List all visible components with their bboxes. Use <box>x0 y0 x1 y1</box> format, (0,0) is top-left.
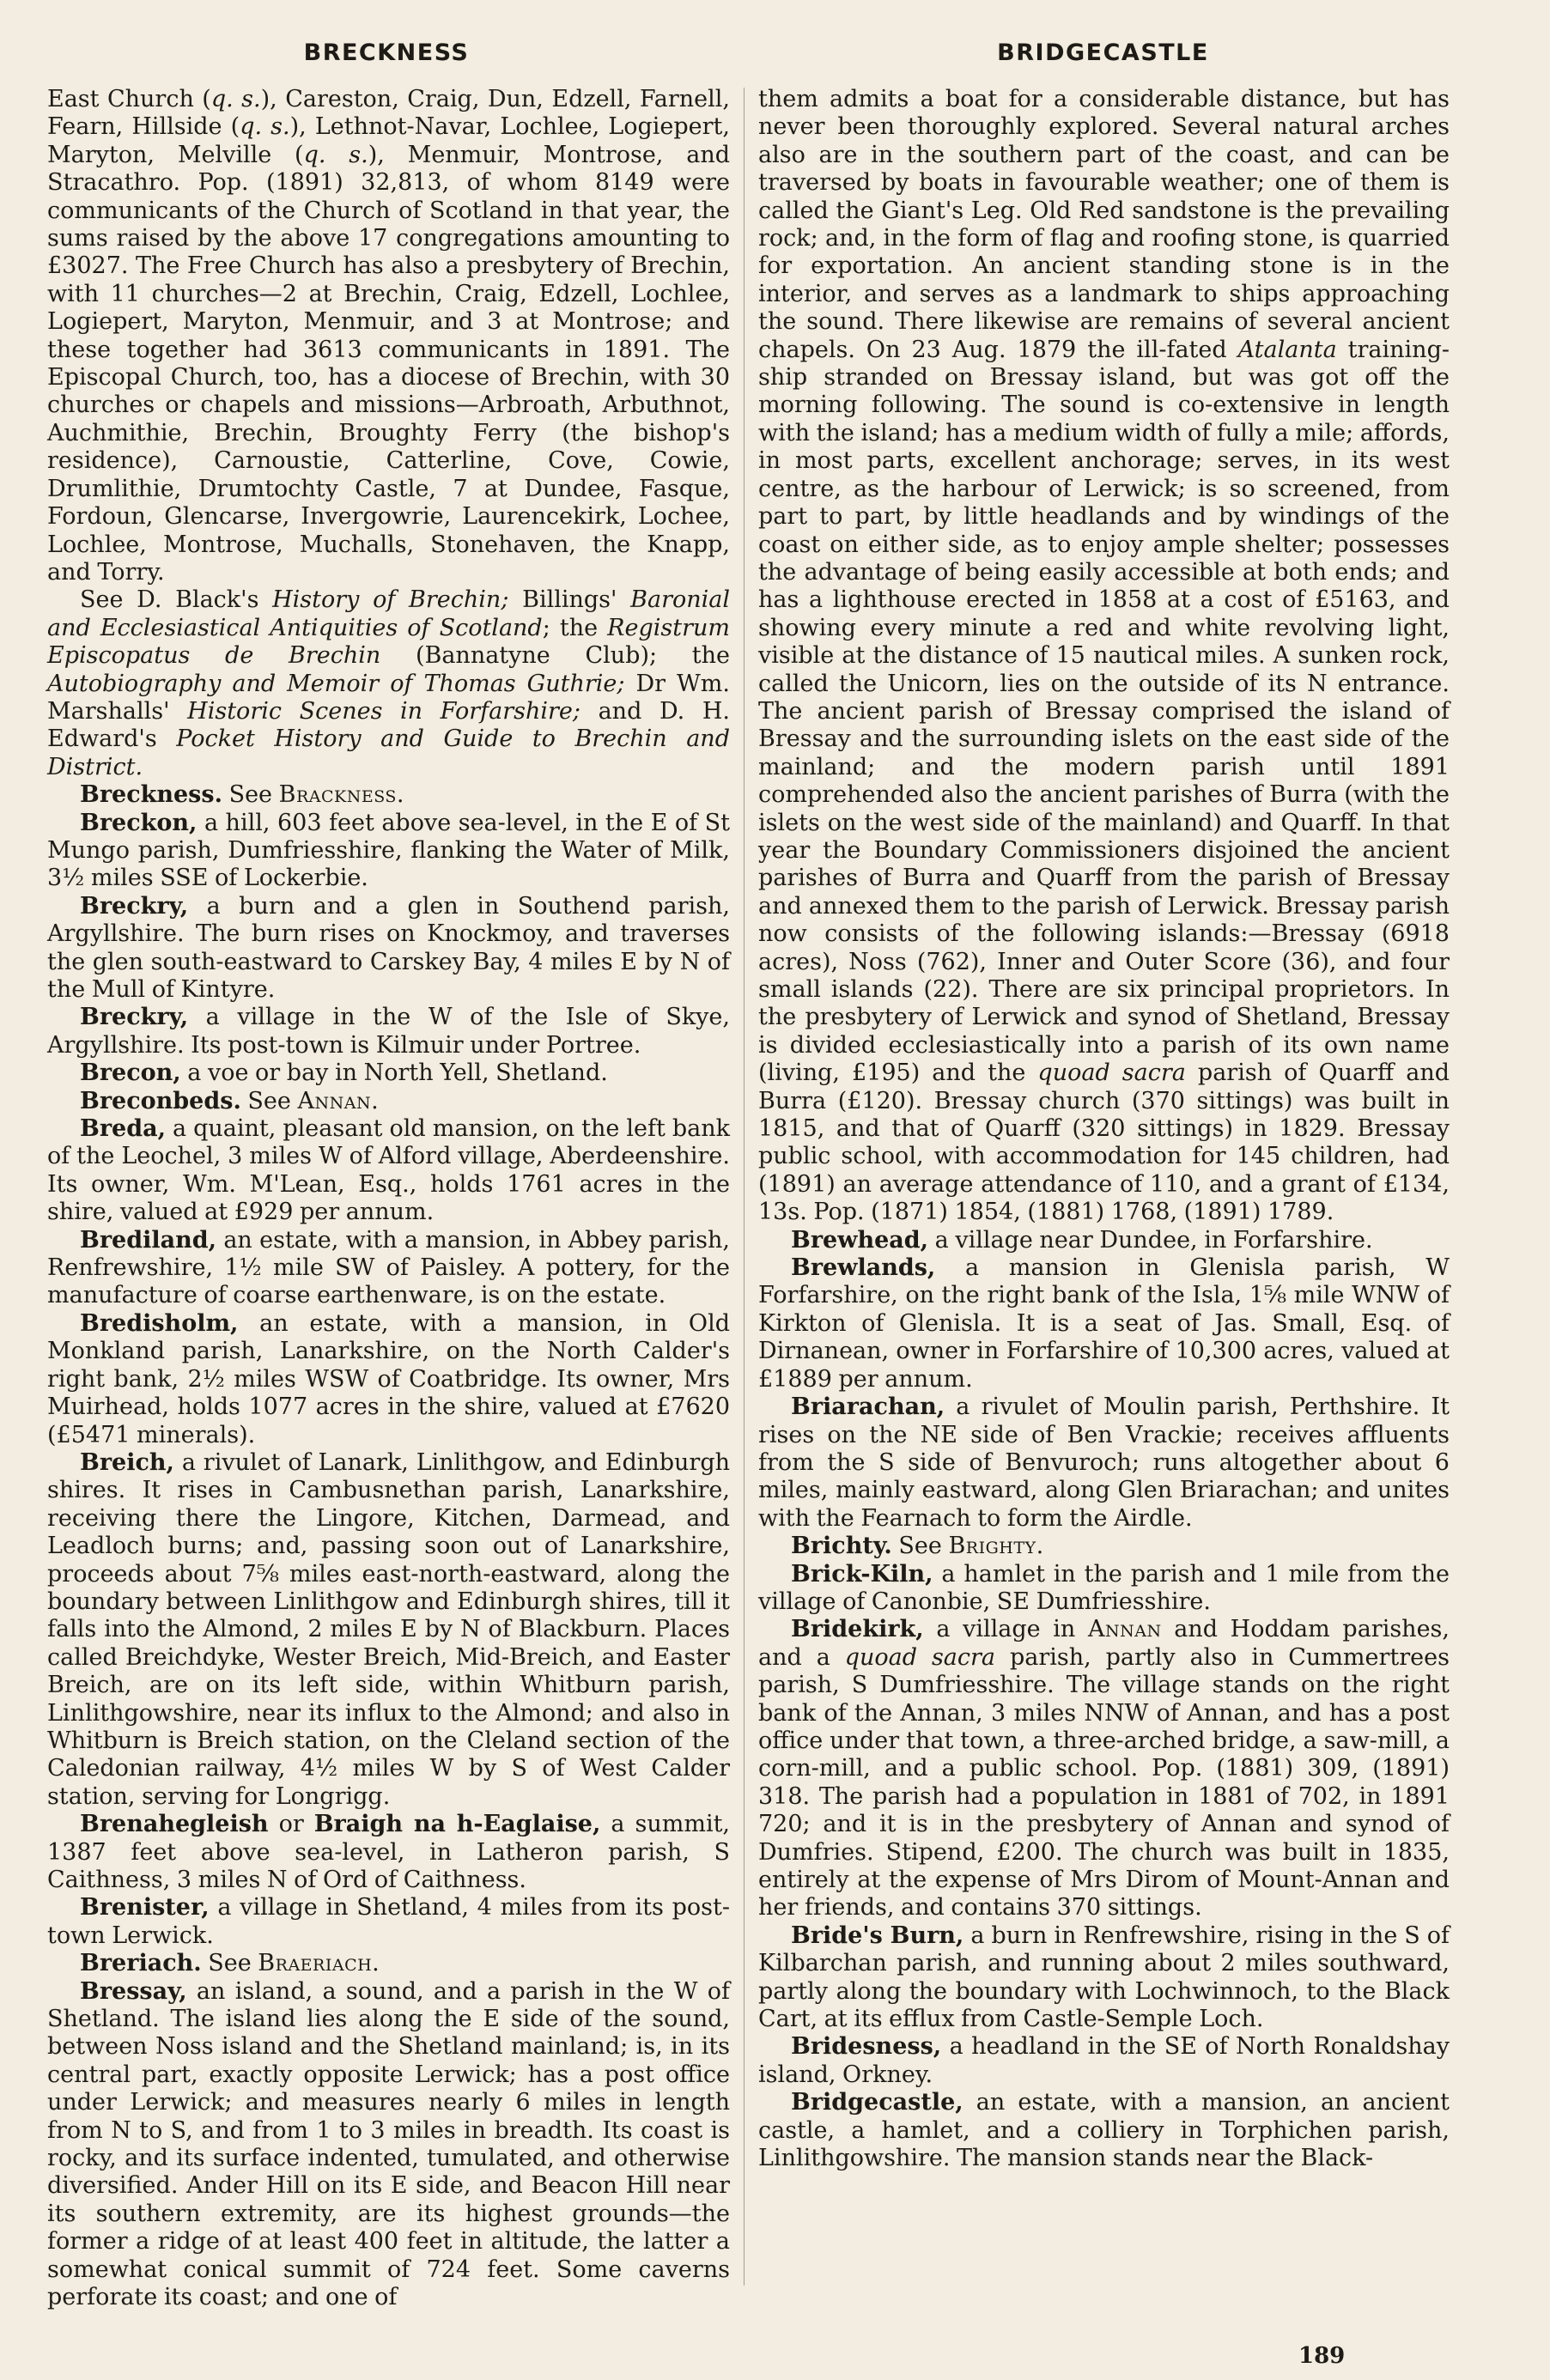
entry-text: a village near Dundee, in Forfarshire. <box>928 1226 1373 1254</box>
gazetteer-entry <box>47 1811 730 1894</box>
entry-text: training-ship stranded on Bressay island, but was got off the morning following. The sound is co-extensive in length with the island; has a medium width of fully a mile; affords, in most parts, excellent anchorage; serves, in its west centre, as the harbour of Lerwick; is so screened, from part to part, by little headlands and by windings of the coast on either side, as to enjoy ample shelter; possesses the advantage of being easily accessible at both ends; and has a lighthouse erected in 1858 at a cost of £5163, and showing every minute a red and white revolving light, visible at the distance of 15 nautical miles. A sunken rock, called the Unicorn, lies on the outside of its N entrance. The ancient parish of Bressay comprised the island of Bressay and the surrounding islets on the east side of the mainland; and the modern parish until 1891 comprehended also the ancient parishes of Burra (with the islets on the west side of the mainland) and Quarff. In that year the Boundary Commissioners disjoined the ancient parishes of Burra and Quarff from the parish of Bressay and annexed them to the parish of Lerwick. Bressay parish now consists of the following islands:—Bressay (6918 acres), Noss (762), Inner and Outer Score (36), and four small islands (22). There are six principal proprietors. In the presbytery of Lerwick and synod of Shetland, Bressay is divided ecclesiastically into a parish of its own name (living, £195) and the <box>758 336 1450 1087</box>
entry-text: a rivulet of Lanark, Linlithgow, and Edinburgh shires. It rises in Cambusnethan parish, Lanarkshire, receiving there the Lingore, Kitchen, Darmead, and Leadloch burns; and, passing soon out of Lanarkshire, proceeds about 7⅝ miles east-north-eastward, along the boundary between Linlithgow and Edinburgh shires, till it falls into the Almond, 2 miles E by N of Blackburn. Places called Breichdyke, Wester Breich, Mid-Breich, and Easter Breich, are on its left side, within Whitburn parish, Linlithgowshire, near its influx to the Almond; and also in Whitburn is Breich station, on the Cleland section of the Caledonian railway, 4½ miles W by S of West Calder station, serving for Longrigg. <box>47 1448 730 1810</box>
running-head-left: BRECKNESS <box>303 39 470 66</box>
entry-headword: Breckry, <box>80 892 189 920</box>
gazetteer-entry <box>758 2033 1450 2089</box>
entry-text: an island, a sound, and a parish in the W of Shetland. The island lies along the E side of the sound, between Noss island and the Shetland mainland; is, in its central part, exactly opposite Lerwick; has a post office under Lerwick; and measures nearly 6 miles in length from N to S, and from 1 to 3 miles in breadth. Its coast is rocky, and its surface indented, tumulated, and otherwise diversified. Ander Hill on its E side, and Beacon Hill near its southern extremity, are its highest grounds—the former a ridge of at least 400 feet in altitude, the latter a somewhat conical summit of 724 feet. Some caverns perforate its coast; and one of <box>47 1977 730 2311</box>
cross-reference: Brighty. <box>948 1533 1044 1560</box>
gazetteer-entry <box>758 1393 1450 1533</box>
entry-text: a hamlet in the parish and 1 mile from the village of Canonbie, SE Dumfriesshire. <box>758 1560 1450 1615</box>
gazetteer-entry <box>47 1950 730 1977</box>
entry-text: a burn in Renfrewshire, rising in the S of Kilbarchan parish, and running about 2 miles southward, partly along the boundary with Lochwinnoch, to the Black Cart, at its efflux from Castle-Semple Loch. <box>758 1922 1450 2033</box>
gazetteer-entry <box>47 1227 730 1310</box>
italic-text: Baronial and Ecclesiastical Antiquities of Scotland <box>47 586 730 641</box>
entry-text: parish of Quarff and Burra (£120). Bressay church (370 sittings) was built in 1815, and that of Quarff (320 sittings) in 1829. Bressay public school, with accommodation for 145 children, had (1891) an average attendance of 110, and a grant of £134, 13s. Pop. (1871) 1854, (1881) 1768, (1891) 1789. <box>758 1059 1450 1226</box>
gazetteer-entry <box>758 1616 1450 1922</box>
italic-text: Registrum Episcopatus de Brechin <box>47 614 730 670</box>
entry-headword: Brenahegleish <box>80 1811 269 1838</box>
italic-text: History of Brechin; <box>272 586 509 614</box>
continued-text <box>47 86 730 586</box>
entry-headword: Bridekirk, <box>791 1616 924 1643</box>
entry-text: a quaint, pleasant old mansion, on the left bank of the Leochel, 3 miles W of Alford village, Aberdeenshire. Its owner, Wm. M'Lean, Esq., holds 1761 acres in the shire, valued at £929 per annum. <box>47 1115 730 1226</box>
gazetteer-entry <box>47 1449 730 1811</box>
cross-reference: Braeriach. <box>258 1950 380 1977</box>
italic-text: q. s. <box>210 86 261 112</box>
entry-text: (Bannatyne Club); the <box>380 642 730 670</box>
entry-text: Dr Wm. Marshalls' <box>47 670 730 725</box>
entry-text: ; the <box>542 614 608 641</box>
entry-headword: Bridgecastle, <box>791 2089 963 2116</box>
entry-headword: Bridesness, <box>791 2033 942 2061</box>
column-divider <box>744 88 745 2286</box>
entry-headword: Bressay, <box>80 1977 187 2005</box>
right-column <box>758 86 1450 2172</box>
entry-text: a voe or bay in North Yell, Shetland. <box>180 1059 608 1087</box>
entry-headword: Bredisholm, <box>80 1309 239 1337</box>
entry-text: or <box>268 1811 314 1838</box>
gazetteer-entry <box>758 2089 1450 2172</box>
gazetteer-entry <box>47 1978 730 2312</box>
gazetteer-entry <box>47 781 730 809</box>
gazetteer-entry <box>758 1227 1450 1254</box>
gazetteer-entry <box>47 1088 730 1115</box>
italic-text: quoad sacra <box>844 1643 996 1671</box>
italic-text: Historic Scenes in Forfarshire; <box>187 697 580 725</box>
entry-text: a mansion in Glenisla parish, W Forfarshire, on the right bank of the Isla, 1⅝ mile WNW of Kirkton of Glenisla. It is a seat of Jas. Small, Esq. of Dirnanean, owner in Forfarshire of 10,300 acres, valued at £1889 per annum. <box>758 1254 1450 1393</box>
entry-text: a summit, 1387 feet above sea-level, in Latheron parish, S Caithness, 3 miles N of Ord of Caithness. <box>47 1811 731 1893</box>
gazetteer-entry <box>758 1254 1450 1393</box>
entry-headword: Brick-Kiln, <box>791 1560 933 1588</box>
entry-text: See <box>222 781 279 809</box>
entry-text: a burn and a glen in Southend parish, Argyllshire. The burn rises on Knockmoy, and traverses the glen south-eastward to Carskey Bay, 4 miles E by N of the Mull of Kintyre. <box>47 892 730 1003</box>
gazetteer-entry <box>47 1004 730 1059</box>
entry-headword: Brewhead, <box>791 1226 929 1254</box>
entry-text: See D. Black's <box>80 586 273 614</box>
entry-text: them admits a boat for a considerable distance, but has never been thoroughly explored. Several natural arches also are in the southern part of the coast, and can be traversed by boats in favourable weather; one of them is called the Giant's Leg. Old Red sandstone is the prevailing rock; and, in the form of flag and roofing stone, is quarried for exportation. An ancient standing stone is in the interior, and serves as a landmark to ships approaching the sound. There likewise are remains of several ancient chapels. On 23 Aug. 1879 the ill-fated <box>758 86 1450 363</box>
gazetteer-entry <box>47 893 730 1005</box>
entry-headword: Breckon, <box>80 809 198 836</box>
entry-text: a village in the W of the Isle of Skye, Argyllshire. Its post-town is Kilmuir under Portree. <box>47 1004 730 1059</box>
gazetteer-entry <box>758 1533 1450 1560</box>
entry-text: See <box>240 1087 298 1114</box>
entry-text: ), Lethnot-Navar, Lochlee, Logiepert, Maryton, Melville ( <box>47 113 730 168</box>
entry-text: and D. H. Edward's <box>47 697 730 753</box>
entry-headword: Brichty. <box>791 1533 892 1560</box>
entry-text: an estate, with a mansion, in Abbey parish, Renfrewshire, 1½ mile SW of Paisley. A pottery, for the manufacture of coarse earthenware, is on the estate. <box>47 1226 730 1309</box>
entry-text: an estate, with a mansion, an ancient castle, a hamlet, and a colliery in Torphichen parish, Linlithgowshire. The mansion stands near the Black- <box>758 2089 1450 2172</box>
gazetteer-entry <box>47 1894 730 1950</box>
gazetteer-entry <box>47 810 730 893</box>
entry-text: See <box>201 1950 258 1977</box>
left-column <box>47 86 730 2312</box>
entry-text: ), Careston, Craig, Dun, Edzell, Farnell, Fearn, Hillside ( <box>47 86 730 141</box>
cross-reference: Brackness. <box>278 781 404 809</box>
entry-headword: Brecon, <box>80 1059 181 1087</box>
entry-text: a rivulet of Moulin parish, Perthshire. It rises on the NE side of Ben Vrackie; receives affluents from the S side of Benvuroch; runs altogether about 6 miles, mainly eastward, along Glen Briarachan; and unites with the Fearnach to form the Airdle. <box>758 1393 1450 1532</box>
gazetteer-entry <box>47 1059 730 1087</box>
continued-text <box>758 86 1450 1227</box>
gazetteer-entry <box>758 1561 1450 1617</box>
entry-text: an estate, with a mansion, in Old Monkland parish, Lanarkshire, on the North Calder's right bank, 2½ miles WSW of Coatbridge. Its owner, Mrs Muirhead, holds 1077 acres in the shire, valued at £7620 (£5471 minerals). <box>47 1309 730 1448</box>
entry-text: and Hoddam parishes, and a <box>758 1616 1450 1671</box>
entry-headword: Brewlands, <box>791 1254 936 1282</box>
entry-headword: Braigh na h-Eaglaise, <box>313 1811 601 1838</box>
gazetteer-entry <box>47 1115 730 1227</box>
italic-text: q. s. <box>240 113 290 141</box>
entry-headword: Breckry, <box>80 1004 189 1031</box>
entry-text: a headland in the SE of North Ronaldshay island, Orkney. <box>758 2033 1450 2088</box>
cross-reference: Annan <box>1087 1616 1162 1643</box>
entry-text: See <box>891 1533 949 1560</box>
entry-text: East Church ( <box>47 86 211 112</box>
cross-reference: Annan. <box>297 1087 380 1114</box>
entry-text: a village in <box>923 1616 1088 1643</box>
entry-headword: Brediland, <box>80 1226 217 1254</box>
entry-headword: Briarachan, <box>791 1393 945 1421</box>
entry-headword: Brenister, <box>80 1894 210 1922</box>
gazetteer-entry <box>47 1310 730 1449</box>
italic-text: q. s. <box>303 141 368 168</box>
entry-headword: Breich, <box>80 1448 174 1476</box>
gazetteer-entry <box>47 586 730 781</box>
page-number: 189 <box>1298 2343 1346 2369</box>
entry-headword: Bride's Burn, <box>791 1922 964 1949</box>
running-head-right: BRIDGECASTLE <box>997 39 1209 66</box>
entry-text: a village in Shetland, 4 miles from its post-town Lerwick. <box>47 1894 730 1949</box>
entry-text: a hill, 603 feet above sea-level, in the E of St Mungo parish, Dumfriesshire, flanking the Water of Milk, 3½ miles SSE of Lockerbie. <box>47 809 730 892</box>
gazetteer-entry <box>758 1922 1450 2034</box>
italic-text: quoad sacra <box>1037 1059 1186 1087</box>
entry-text: ), Menmuir, Montrose, and Stracathro. Pop. (1891) 32,813, of whom 8149 were communicants of the Church of Scotland in that year, the sums raised by the above 17 congregations amounting to £3027. The Free Church has also a presbytery of Brechin, with 11 churches—2 at Brechin, Craig, Edzell, Lochlee, Logiepert, Maryton, Menmuir, and 3 at Montrose; and these together had 3613 communicants in 1891. The Episcopal Church, too, has a diocese of Brechin, with 30 churches or chapels and missions—Arbroath, Arbuthnot, Auchmithie, Brechin, Broughty Ferry (the bishop's residence), Carnoustie, Catterline, Cove, Cowie, Drumlithie, Drumtochty Castle, 7 at Dundee, Fasque, Fordoun, Glencarse, Invergowrie, Laurencekirk, Lochee, Lochlee, Montrose, Muchalls, Stonehaven, the Knapp, and Torry. <box>47 141 730 586</box>
entry-headword: Breckness. <box>80 781 222 809</box>
italic-text: Atalanta <box>1237 336 1337 363</box>
entry-headword: Breriach. <box>80 1950 202 1977</box>
entry-headword: Breda, <box>80 1115 166 1143</box>
entry-text: parish, partly also in Cummertrees parish, S Dumfriesshire. The village stands on the right bank of the Annan, 3 miles NNW of Annan, and has a post office under that town, a three-arched bridge, a saw-mill, a corn-mill, and a public school. Pop. (1881) 309, (1891) 318. The parish had a population in 1881 of 702, in 1891 720; and it is in the presbytery of Annan and synod of Dumfries. Stipend, £200. The church was built in 1835, entirely at the expense of Mrs Dirom of Mount-Annan and her friends, and contains 370 sittings. <box>758 1643 1450 1922</box>
italic-text: Autobiography and Memoir of Thomas Guthrie; <box>47 670 625 697</box>
entry-headword: Breconbeds. <box>80 1087 241 1114</box>
italic-text: Pocket History and Guide to Brechin and District. <box>47 726 730 780</box>
entry-text: Billings' <box>508 586 631 614</box>
